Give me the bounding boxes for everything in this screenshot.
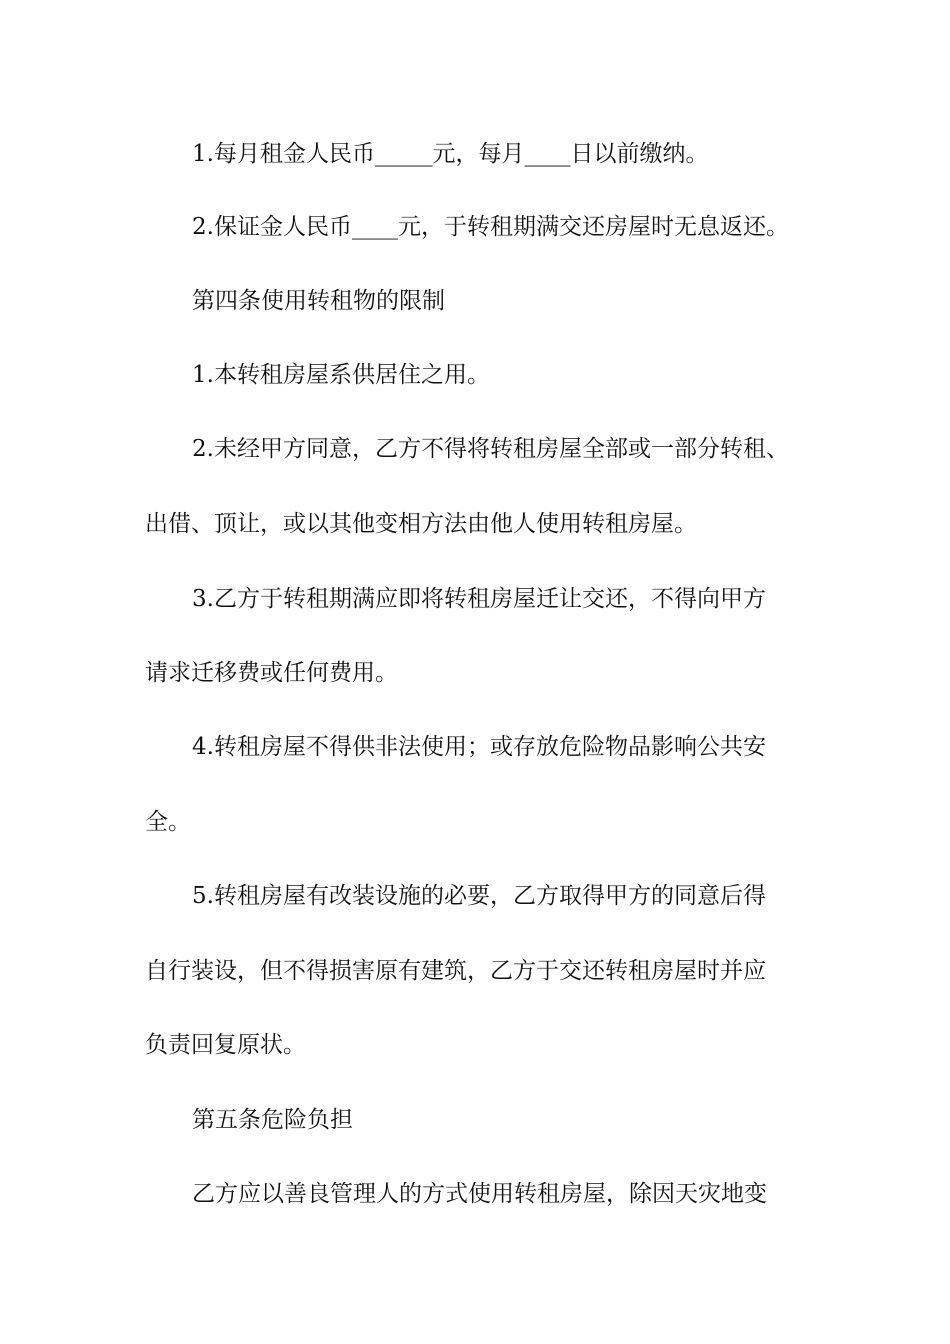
paragraph-restriction-5-cont-2: 负责回复原状。: [145, 1032, 306, 1058]
paragraph-restriction-2: 2.未经甲方同意，乙方不得将转租房屋全部或一部分转租、: [192, 436, 789, 462]
section-heading-article-4: 第四条使用转租物的限制: [192, 288, 445, 314]
paragraph-restriction-1: 1.本转租房屋系供居住之用。: [192, 362, 490, 388]
paragraph-restriction-5: 5.转租房屋有改装设施的必要，乙方取得甲方的同意后得: [192, 883, 766, 909]
paragraph-risk: 乙方应以善良管理人的方式使用转租房屋，除因天灾地变: [192, 1181, 767, 1207]
paragraph-rent: 1.每月租金人民币_____元，每月____日以前缴纳。: [192, 141, 709, 167]
paragraph-restriction-4-cont: 全。: [145, 809, 191, 835]
paragraph-restriction-4: 4.转租房屋不得供非法使用；或存放危险物品影响公共安: [192, 734, 766, 760]
paragraph-restriction-2-cont: 出借、顶让，或以其他变相方法由他人使用转租房屋。: [145, 511, 697, 537]
paragraph-restriction-5-cont-1: 自行装设，但不得损害原有建筑，乙方于交还转租房屋时并应: [145, 958, 766, 984]
paragraph-restriction-3-cont: 请求迁移费或任何费用。: [145, 660, 398, 686]
section-heading-article-5: 第五条危险负担: [192, 1107, 353, 1133]
paragraph-deposit: 2.保证金人民币____元，于转租期满交还房屋时无息返还。: [192, 214, 789, 240]
paragraph-restriction-3: 3.乙方于转租期满应即将转租房屋迁让交还，不得向甲方: [192, 586, 766, 612]
